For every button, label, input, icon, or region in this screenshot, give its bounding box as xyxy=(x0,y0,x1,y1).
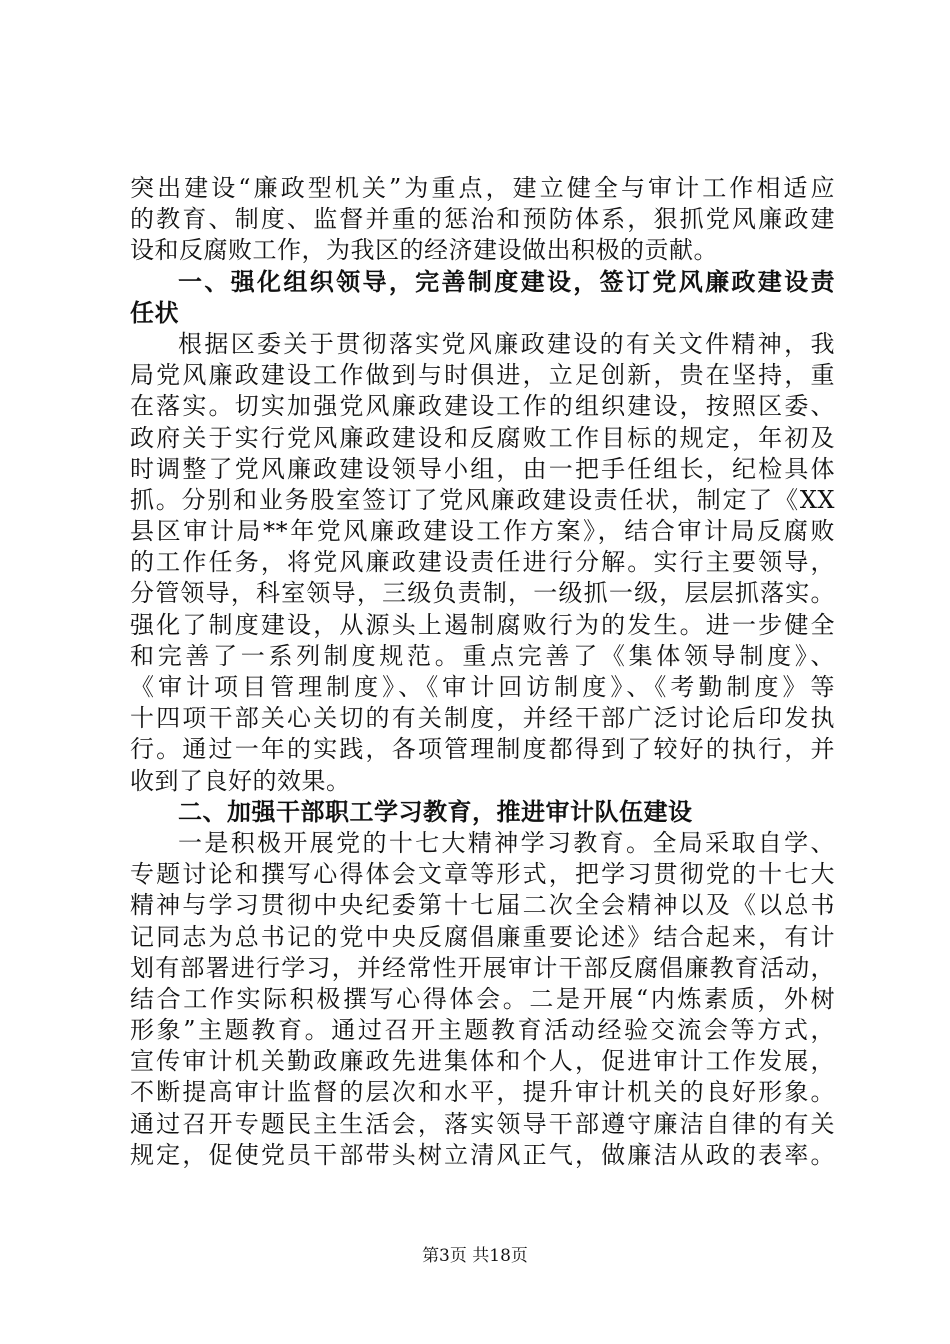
text-line: 根据区委关于贯彻落实党风廉政建设的有关文件精神，我 xyxy=(178,329,835,358)
text-line: 结合工作实际积极撰写心得体会。二是开展“内炼素质，外树 xyxy=(130,984,835,1013)
text-line: 分管领导，科室领导，三级负责制，一级抓一级，层层抓落实。 xyxy=(130,579,835,608)
text-line: 在落实。切实加强党风廉政建设工作的组织建设，按照区委、 xyxy=(130,392,835,421)
text-line: 宣传审计机关勤政廉政先进集体和个人，促进审计工作发展， xyxy=(130,1047,835,1076)
text-line: 行。通过一年的实践，各项管理制度都得到了较好的执行，并 xyxy=(130,735,835,764)
text-line: 《审计项目管理制度》、《审计回访制度》、《考勤制度》等 xyxy=(130,673,835,701)
text-line: 十四项干部关心关切的有关制度，并经干部广泛讨论后印发执 xyxy=(130,704,835,733)
page-footer xyxy=(0,1241,950,1266)
text-line: 的工作任务，将党风廉政建设责任进行分解。实行主要领导， xyxy=(130,548,835,577)
text-line: 设和反腐败工作，为我区的经济建设做出积极的贡献。 xyxy=(130,236,718,265)
text-line: 突出建设“廉政型机关”为重点，建立健全与审计工作相适应 xyxy=(130,174,835,202)
text-line: 抓。分别和业务股室签订了党风廉政建设责任状，制定了《XX xyxy=(130,485,835,514)
section-2 xyxy=(130,797,835,1171)
text-line: 政府关于实行党风廉政建设和反腐败工作目标的规定，年初及 xyxy=(130,423,835,452)
text-line: 局党风廉政建设工作做到与时俱进，立足创新，贵在坚持，重 xyxy=(130,361,835,390)
text-line: 记同志为总书记的党中央反腐倡廉重要论述》结合起来，有计 xyxy=(130,922,835,951)
text-line: 一是积极开展党的十七大精神学习教育。全局采取自学、 xyxy=(178,828,835,857)
text-line: 强化了制度建设，从源头上遏制腐败行为的发生。进一步健全 xyxy=(130,610,835,639)
intro-paragraph xyxy=(130,173,835,267)
text-line: 划有部署进行学习，并经常性开展审计干部反腐倡廉教育活动， xyxy=(130,953,835,982)
section-1 xyxy=(130,267,835,797)
text-line: 不断提高审计监督的层次和水平，提升审计机关的良好形象。 xyxy=(130,1078,835,1107)
page-number-label: 第3页 共18页 xyxy=(422,1246,528,1266)
document-body xyxy=(130,173,835,1171)
text-line: 专题讨论和撰写心得体会文章等形式，把学习贯彻党的十七大 xyxy=(130,860,835,889)
text-line: 时调整了党风廉政建设领导小组，由一把手任组长，纪检具体 xyxy=(130,454,835,483)
section-1-heading-cont: 任状 xyxy=(130,298,179,327)
text-line: 通过召开专题民主生活会，落实领导干部遵守廉洁自律的有关 xyxy=(130,1109,835,1138)
section-1-heading: 一、强化组织领导，完善制度建设，签订党风廉政建设责 xyxy=(178,267,835,296)
text-line: 规定，促使党员干部带头树立清风正气，做廉洁从政的表率。 xyxy=(130,1140,835,1169)
text-line: 和完善了一系列制度规范。重点完善了《集体领导制度》、 xyxy=(130,641,835,670)
text-line: 精神与学习贯彻中央纪委第十七届二次全会精神以及《以总书 xyxy=(130,891,835,920)
text-line: 县区审计局**年党风廉政建设工作方案》，结合审计局反腐败 xyxy=(130,517,835,546)
section-2-heading: 二、加强干部职工学习教育，推进审计队伍建设 xyxy=(178,797,693,826)
text-line: 收到了良好的效果。 xyxy=(130,766,351,795)
text-line: 形象”主题教育。通过召开主题教育活动经验交流会等方式， xyxy=(130,1016,835,1045)
text-line: 的教育、制度、监督并重的惩治和预防体系，狠抓党风廉政建 xyxy=(130,205,835,234)
